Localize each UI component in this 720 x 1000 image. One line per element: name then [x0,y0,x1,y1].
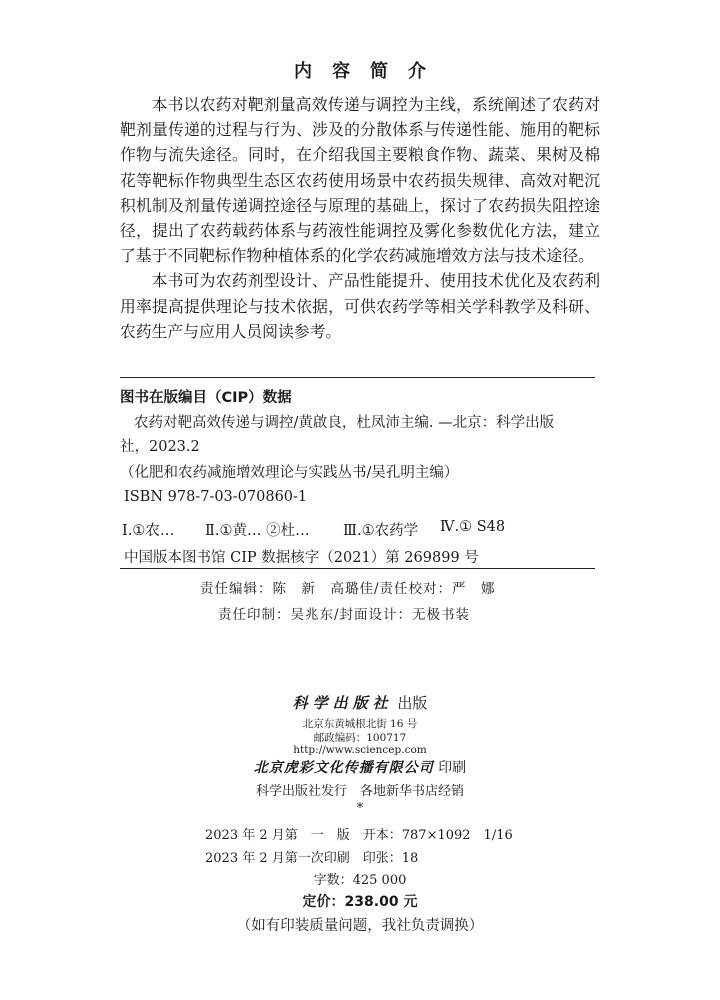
printing-info: 2023 年 2 月第一次印刷 印张：18 [205,851,419,866]
cip-classification: Ⅰ.①农… [122,523,175,539]
quality-note: （如有印装质量问题，我社负责调换） [236,918,484,934]
cip-top-rule [120,377,595,378]
distribution: 科学出版社发行 各地新华书店经销 [255,784,464,799]
publisher-suffix: 出版 [397,694,428,712]
staff-production: 责任印制：吴兆东/封面设计：无极书装 [218,607,471,623]
publisher-line [0,692,720,713]
cip-series: （化肥和农药减施增效理论与实践丛书/吴孔明主编） [120,465,459,481]
cip-title-line: 农药对靶高效传递与调控/黄啟良，杜凤沛主编. —北京：科学出版 [134,415,555,431]
cip-heading: 图书在版编目（CIP）数据 [120,390,292,406]
price: 定价：238.00 元 [302,894,418,910]
cip-bottom-rule [120,568,595,569]
cip-number: 中国版本图书馆 CIP 数据核字（2021）第 269899 号 [124,550,479,566]
edition-info: 2023 年 2 月第 一 版 开本：787×1092 1/16 [205,828,513,843]
intro-paragraph: 本书可为农药剂型设计、产品性能提升、使用技术优化及农药利用率提高提供理论与技术依据，可供农药学等相关学科教学及科研、农药生产与应用人员阅读参考。 [120,271,600,341]
printer-suffix: 印刷 [438,760,467,776]
printer-name: 北京虎彩文化传播有限公司 [253,760,434,776]
page-title: 内容简介 [294,61,446,82]
cip-classification: Ⅳ.① S48 [440,519,506,535]
publisher-website: http://www.sciencep.com [293,744,427,756]
staff-editors: 责任编辑：陈 新 高璐佳/责任校对：严 娜 [200,581,496,597]
word-count: 字数：425 000 [313,873,407,888]
separator-asterisk: * [356,801,364,816]
publisher-name: 科学出版社 [292,694,393,712]
publisher-address: 北京东黄城根北街 16 号 [302,718,418,730]
intro-paragraph: 本书以农药对靶剂量高效传递与调控为主线，系统阐述了农药对靶剂量传递的过程与行为、涉及的分散体系与传递性能、施用的靶标作物与流失途径。同时，在介绍我国主要粮食作物、蔬菜、果树及棉花等靶标作物典型生态区农药使用场景中农药损失规律、高效对靶沉积机制及剂量传递调控途径与原理的基础上，探讨了农药损失阻控途径，提出了农药载药体系与药液性能调控及雾化参数优化方法，建立了基于不同靶标作物种植体系的化学农药减施增效方法与技术途径。 [120,95,600,266]
printer-line [0,757,720,777]
cip-isbn: ISBN 978-7-03-070860-1 [124,489,308,505]
intro-body [120,92,600,344]
cip-classification: Ⅲ.①农药学 [343,523,419,539]
cip-classification: Ⅱ.①黄… ②杜… [205,523,310,539]
cip-title-line: 社，2023.2 [120,439,200,455]
publisher-postcode: 邮政编码：100717 [313,732,407,744]
